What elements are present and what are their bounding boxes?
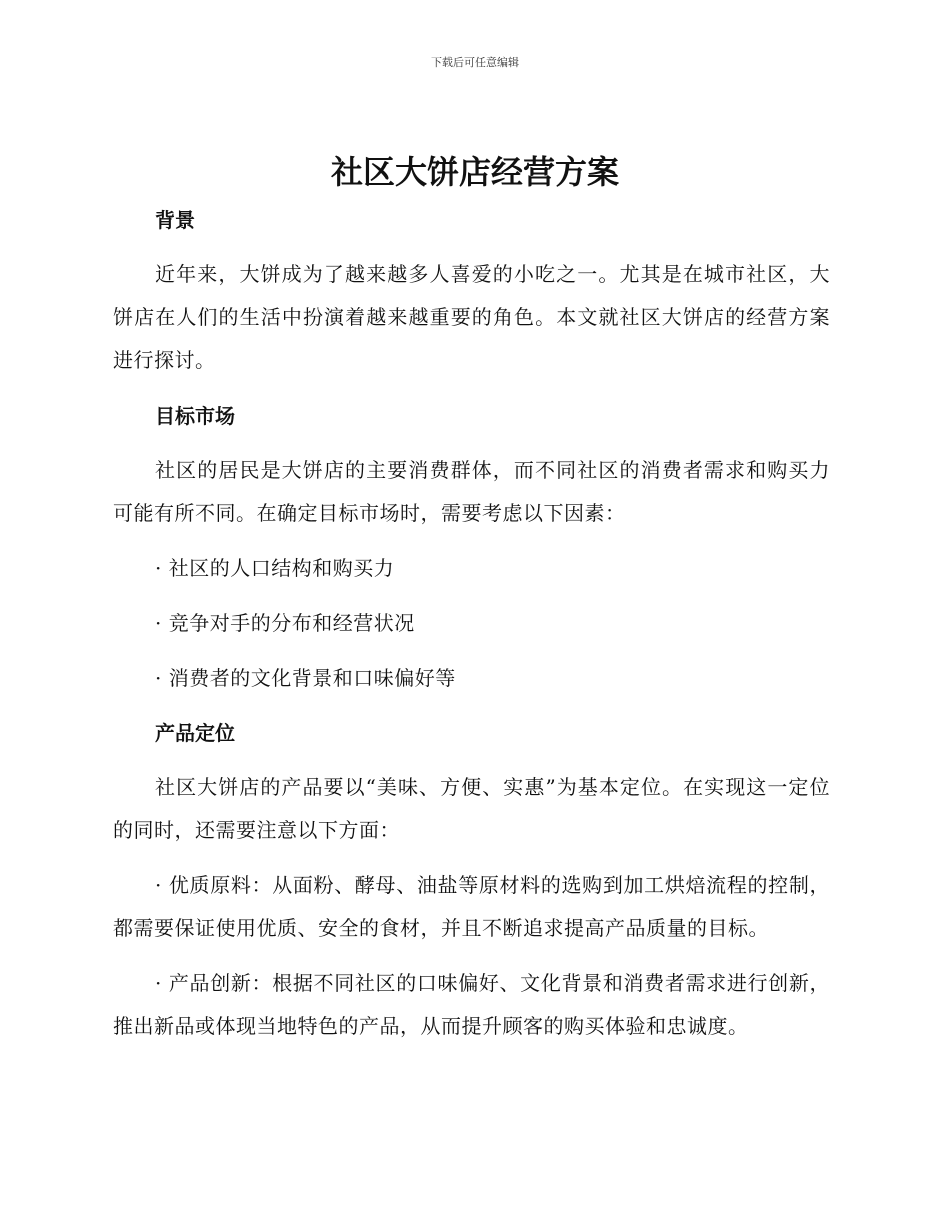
bullet-item-population: · 社区的人口结构和购买力 xyxy=(155,556,395,580)
paragraph-target-market: 社区的居民是大饼店的主要消费群体，而不同社区的消费者需求和购买力可能有所不同。在确定目标市场时，需要考虑以下因素： xyxy=(113,458,830,525)
page-header-note: 下载后可任意编辑 xyxy=(431,56,519,69)
paragraph-product-positioning: 社区大饼店的产品要以“美味、方便、实惠”为基本定位。在实现这一定位的同时，还需要注意以下方面： xyxy=(113,775,830,842)
section-heading-target-market: 目标市场 xyxy=(155,404,235,428)
bullet-item-competitors: · 竞争对手的分布和经营状况 xyxy=(155,611,415,635)
document-body xyxy=(113,198,830,1048)
section-heading-product-positioning: 产品定位 xyxy=(155,721,235,745)
bullet-item-quality-ingredients: · 优质原料：从面粉、酵母、油盐等原材料的选购到加工烘焙流程的控制，都需要保证使用优质、安全的食材，并且不断追求提高产品质量的目标。 xyxy=(113,873,830,940)
document-title: 社区大饼店经营方案 xyxy=(330,153,619,191)
paragraph-background: 近年来，大饼成为了越来越多人喜爱的小吃之一。尤其是在城市社区，大饼店在人们的生活中扮演着越来越重要的角色。本文就社区大饼店的经营方案进行探讨。 xyxy=(113,262,830,372)
bullet-item-product-innovation: · 产品创新：根据不同社区的口味偏好、文化背景和消费者需求进行创新，推出新品或体现当地特色的产品，从而提升顾客的购买体验和忠诚度。 xyxy=(113,971,830,1038)
bullet-item-culture-taste: · 消费者的文化背景和口味偏好等 xyxy=(155,666,456,690)
section-heading-background: 背景 xyxy=(155,208,195,232)
